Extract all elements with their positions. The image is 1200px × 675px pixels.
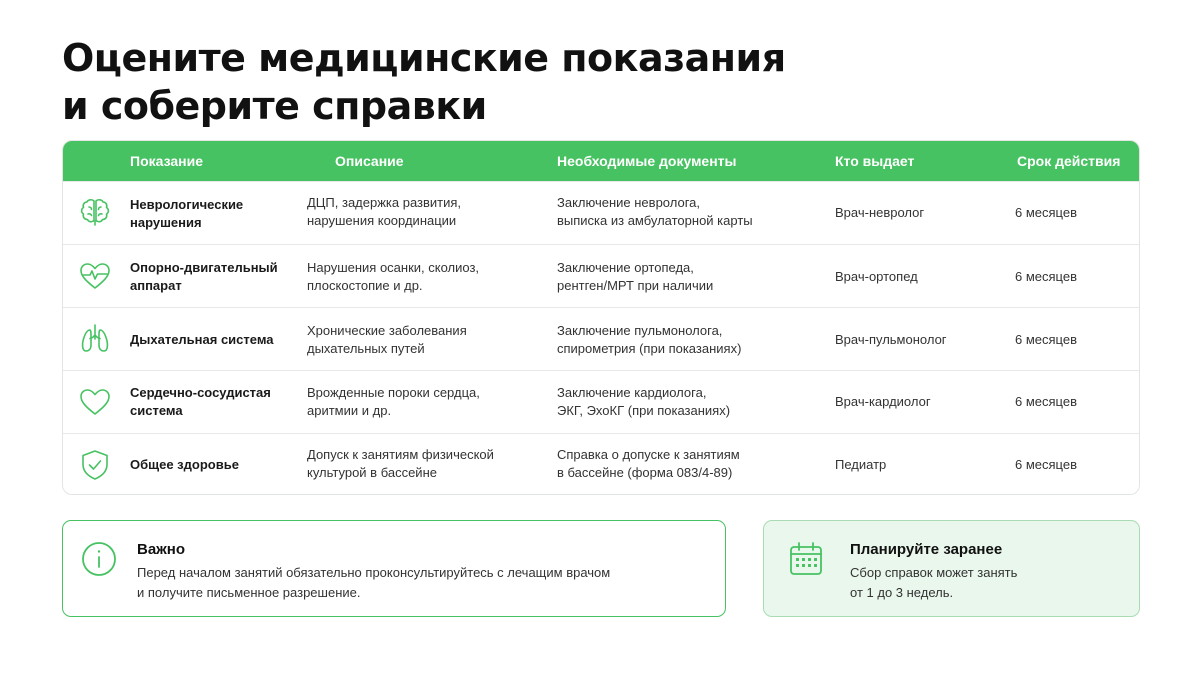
page-title-line2: и соберите справки — [62, 84, 487, 128]
row-desc-line2: культурой в бассейне — [307, 465, 437, 480]
row-desc-line2: плоскостопие и др. — [307, 278, 423, 293]
row-docs-line1: Заключение пульмонолога, — [557, 323, 723, 338]
table-row — [63, 244, 1139, 307]
table-row — [63, 370, 1139, 433]
table-header — [63, 141, 1139, 181]
row-desc-line2: аритмии и др. — [307, 403, 392, 418]
page-title — [62, 34, 962, 130]
row-docs-line2: в бассейне (форма 083/4-89) — [557, 465, 733, 480]
row-validity: 6 месяцев — [1015, 394, 1077, 409]
row-issuer: Педиатр — [835, 457, 887, 472]
row-desc-line1: Врожденные пороки сердца, — [307, 385, 480, 400]
row-name-line1: Опорно-двигательный — [130, 260, 278, 275]
plan-text-line1: Сбор справок может занять — [850, 565, 1018, 580]
row-validity: 6 месяцев — [1015, 205, 1077, 220]
plan-card — [763, 520, 1140, 617]
row-docs-line1: Заключение невролога, — [557, 195, 700, 210]
row-name-line2: система — [130, 403, 183, 418]
row-issuer: Врач-пульмонолог — [835, 332, 947, 347]
plan-text — [850, 563, 1120, 603]
row-issuer: Врач-кардиолог — [835, 394, 931, 409]
heart-icon — [77, 384, 113, 420]
row-name-line1: Общее здоровье — [130, 457, 239, 472]
row-docs-line2: выписка из амбулаторной карты — [557, 213, 753, 228]
header-issuer: Кто выдает — [835, 153, 915, 169]
row-docs-line1: Заключение ортопеда, — [557, 260, 694, 275]
calendar-icon — [786, 539, 826, 579]
row-validity: 6 месяцев — [1015, 332, 1077, 347]
lungs-icon — [77, 321, 113, 357]
header-documents: Необходимые документы — [557, 153, 737, 169]
row-desc-line2: нарушения координации — [307, 213, 457, 228]
header-description: Описание — [335, 153, 404, 169]
row-docs-line1: Заключение кардиолога, — [557, 385, 707, 400]
important-card — [62, 520, 726, 617]
table-row — [63, 433, 1139, 495]
important-text-line2: и получите письменное разрешение. — [137, 585, 361, 600]
heart-pulse-icon — [77, 258, 113, 294]
shield-check-icon — [77, 447, 113, 483]
row-issuer: Врач-невролог — [835, 205, 925, 220]
table-row — [63, 181, 1139, 244]
row-docs-line2: ЭКГ, ЭхоКГ (при показаниях) — [557, 403, 731, 418]
row-docs-line2: спирометрия (при показаниях) — [557, 341, 742, 356]
row-name-line1: Неврологические — [130, 197, 244, 212]
important-text — [137, 563, 697, 603]
plan-title: Планируйте заранее — [850, 541, 1003, 558]
row-desc-line1: Хронические заболевания — [307, 323, 467, 338]
brain-icon — [77, 195, 113, 231]
header-indication: Показание — [130, 153, 203, 169]
important-title: Важно — [137, 541, 186, 558]
row-docs-line1: Справка о допуске к занятиям — [557, 447, 740, 462]
table-row — [63, 307, 1139, 370]
row-desc-line1: Допуск к занятиям физической — [307, 447, 494, 462]
row-name-line1: Дыхательная система — [130, 332, 274, 347]
row-desc-line1: Нарушения осанки, сколиоз, — [307, 260, 480, 275]
row-docs-line2: рентген/МРТ при наличии — [557, 278, 714, 293]
header-validity: Срок действия — [1017, 153, 1121, 169]
row-validity: 6 месяцев — [1015, 457, 1077, 472]
row-name-line2: аппарат — [130, 278, 182, 293]
row-name-line2: нарушения — [130, 215, 202, 230]
page-title-line1: Оцените медицинские показания — [62, 36, 786, 80]
row-desc-line2: дыхательных путей — [307, 341, 425, 356]
row-issuer: Врач-ортопед — [835, 269, 918, 284]
important-text-line1: Перед началом занятий обязательно проконсультируйтесь с лечащим врачом — [137, 565, 611, 580]
info-icon — [79, 539, 119, 579]
row-name-line1: Сердечно-сосудистая — [130, 385, 271, 400]
plan-text-line2: от 1 до 3 недель. — [850, 585, 954, 600]
row-validity: 6 месяцев — [1015, 269, 1077, 284]
row-desc-line1: ДЦП, задержка развития, — [307, 195, 462, 210]
indications-table — [62, 140, 1140, 495]
